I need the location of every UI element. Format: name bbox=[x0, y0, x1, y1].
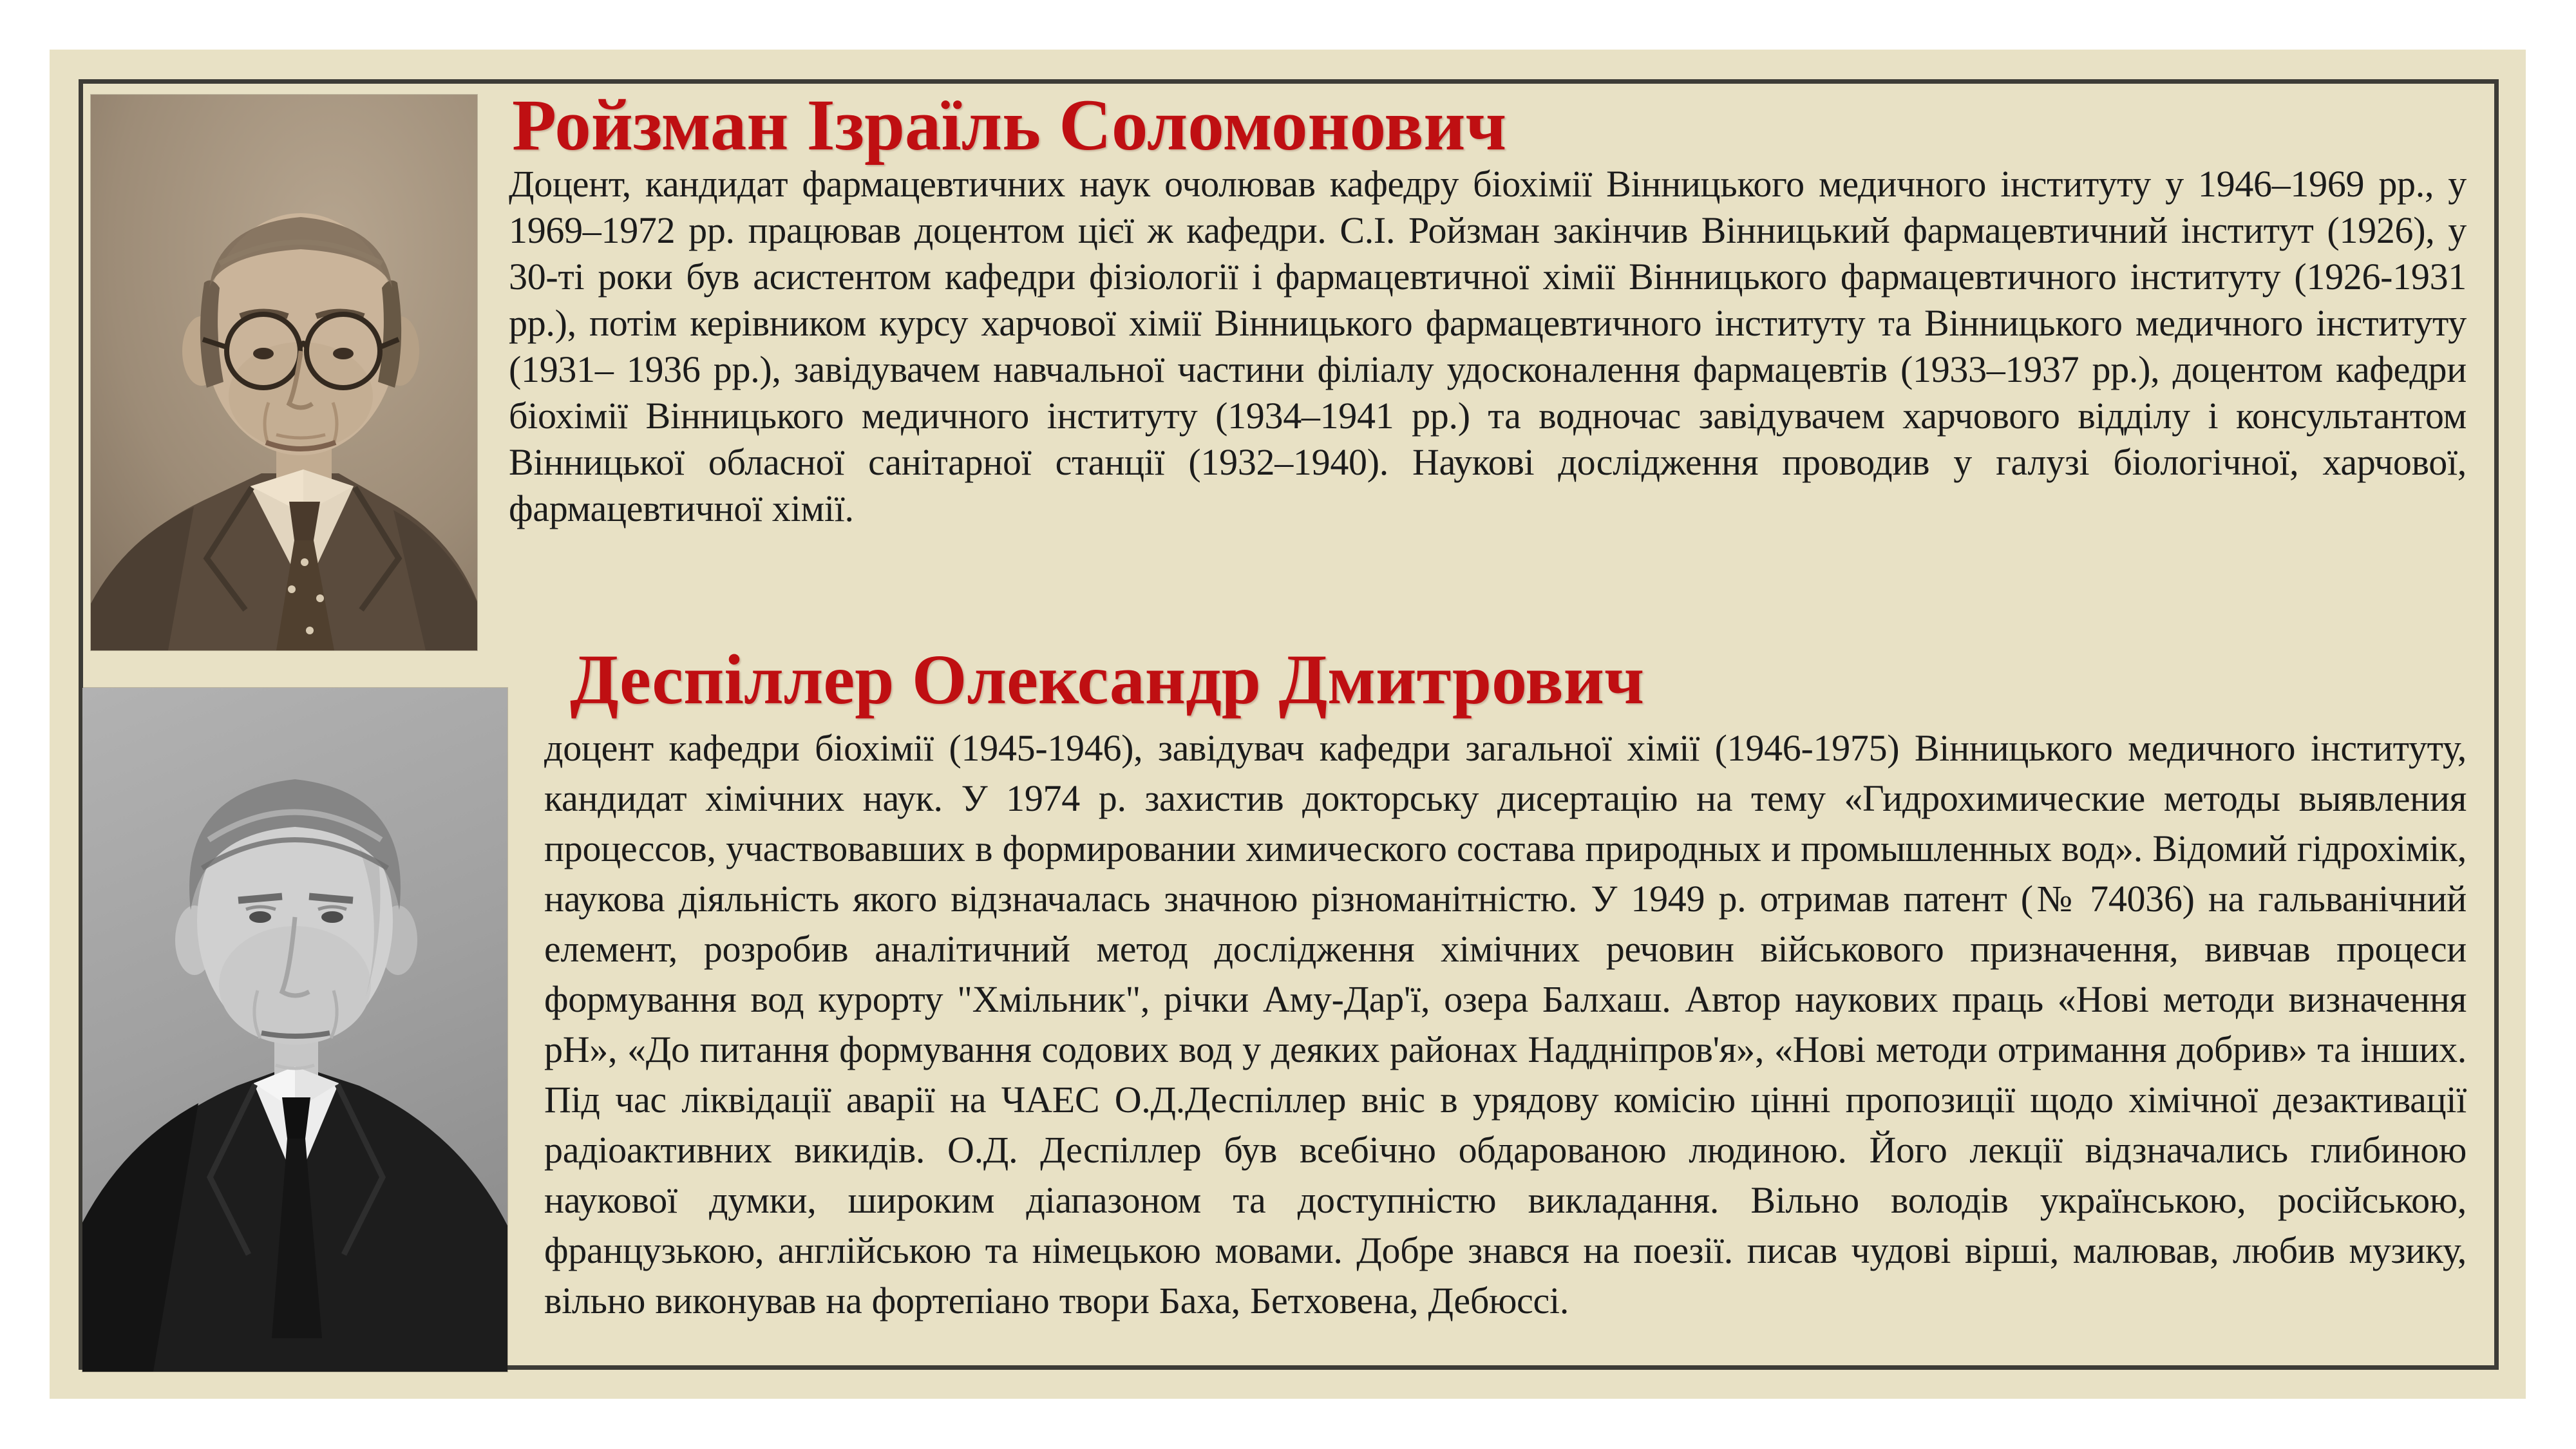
portrait-photo-roizman bbox=[91, 95, 477, 650]
entry-bio-despiller: доцент кафедри біохімії (1945-1946), завідувач кафедри загальної хімії (1946-1975) Вінницького медичного інституту, кандидат хімічних наук. У 1974 р. захистив докторську дисертацію на тему «Гидрохимические методы выявления процессов, участвовавших в формировании химического состава природных и промышленных вод». Відомий гідрохімік, наукова діяльність якого відзначалась значною різноманітністю. У 1949 р. отримав патент (№ 74036) на гальванічний елемент, розробив аналітичний метод дослідження хімічних речовин військового призначення, вивчав процеси формування вод курорту "Хмільник", річки Аму-Дар'ї, озера Балхаш. Автор наукових праць «Нові методи визначення рН», «До питання формування содових вод у деяких районах Наддніпров'я», «Нові методи отримання добрив» та інших. Під час ліквідації аварії на ЧАЕС О.Д.Деспіллер вніс в урядову комісію цінні пропозиції щодо хімічної дезактивації радіоактивних викидів. О.Д. Деспіллер був всебічно обдарованою людиною. Його лекції відзначались глибиною наукової думки, широким діапазоном та доступністю викладання. Вільно володів українською, російською, французькою, англійською та німецькою мовами. Добре знався на поезії. писав чудові вірші, малював, любив музику, вільно виконував на фортепіано твори Баха, Бетховена, Дебюссі. bbox=[544, 727, 2467, 1321]
entry-title-despiller: Деспіллер Олександр Дмитрович bbox=[570, 640, 1645, 719]
entry-title-roizman: Ройзман Ізраїль Соломонович bbox=[512, 85, 1507, 166]
portrait-despiller-illustration bbox=[82, 688, 507, 1372]
portrait-roizman-illustration bbox=[91, 95, 477, 650]
portrait-photo-despiller bbox=[82, 688, 507, 1372]
entry-bio-roizman: Доцент, кандидат фармацевтичних наук очолював кафедру біохімії Вінницького медичного інституту у 1946–1969 рр., у 1969–1972 рр. працював доцентом цієї ж кафедри. С.І. Ройзман закінчив Вінницький фармацевтичний інститут (1926), у 30-ті роки був асистентом кафедри фізіології і фармацевтичної хімії Вінницького фармацевтичного інституту (1926-1931 рр.), потім керівником курсу харчової хімії Вінницького фармацевтичного інституту та Вінницького медичного інституту (1931– 1936 рр.), завідувачем навчальної частини філіалу удосконалення фармацевтів (1933–1937 рр.), доцентом кафедри біохімії Вінницького медичного інституту (1934–1941 рр.) та водночас завідувачем харчового відділу і консультантом Вінницької обласної санітарної станції (1932–1940). Наукові дослідження проводив у галузі біологічної, харчової, фармацевтичної хімії. bbox=[509, 163, 2467, 529]
